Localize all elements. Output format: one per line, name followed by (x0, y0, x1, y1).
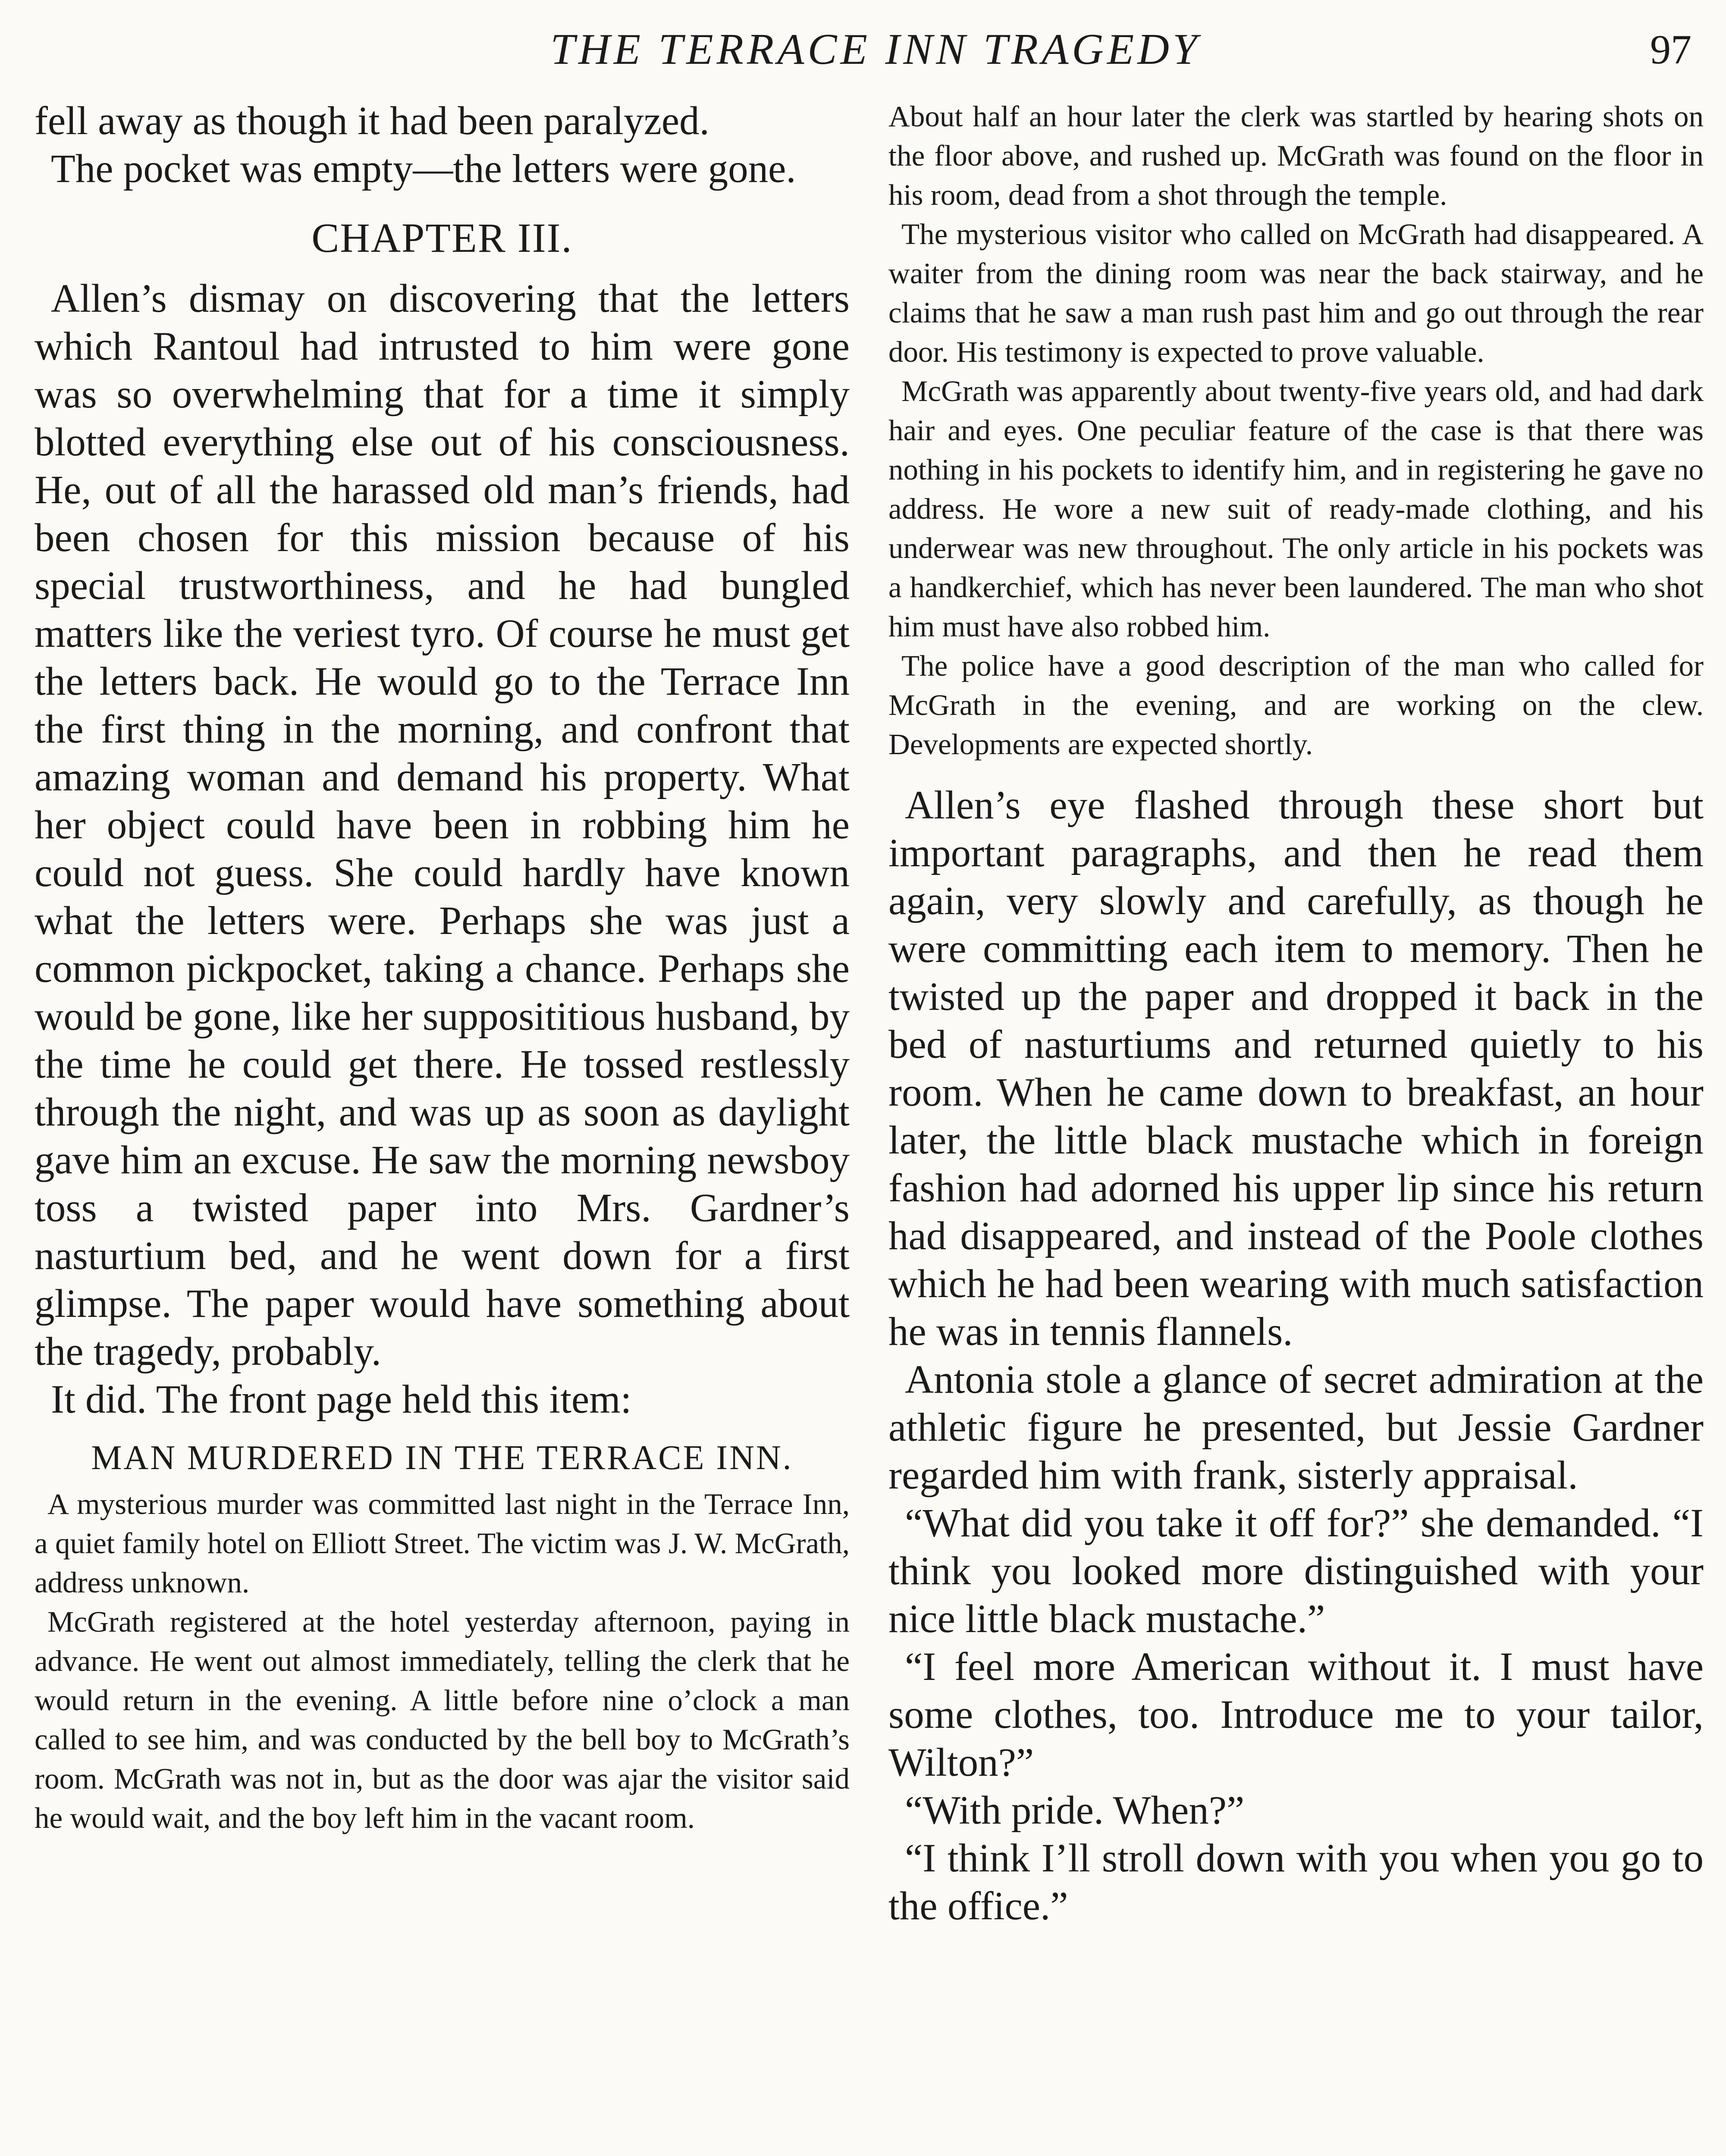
paragraph: “With pride. When?” (905, 1788, 1245, 1833)
running-title: THE TERRACE INN TRAGEDY (550, 25, 1201, 74)
news-paragraph: McGrath was apparently about twenty-five years old, and had dark hair and eyes. One peculiar feature of the case is that there was nothing in his pockets to identify him, and in registering he gave no address. He wore a new suit of ready-made clothing, and his underwear was new throughout. The only article in his pockets was a handkerchief, which has never been laundered. The man who shot him must have also robbed him. (888, 375, 1704, 643)
paragraph: Allen’s eye flashed through these short but important paragraphs, and then he read them again, very slowly and carefully, as though he were committing each item to memory. Then he twisted up the paper and dropped it back in the bed of nasturtiums and returned quietly to his room. When he came down to breakfast, an hour later, the little black mustache which in foreign fashion had adorned his upper lip since his return had disappeared, and instead of the Poole clothes which he had been wearing with much satisfaction he was in tennis flannels. (888, 783, 1704, 1354)
running-head (0, 17, 1726, 82)
paragraph: Antonia stole a glance of secret admiration at the athletic figure he presented, but Jessie Gardner regarded him with frank, sisterly appraisal. (888, 1357, 1704, 1498)
paragraph: “I feel more American without it. I must have some clothes, too. Introduce me to your tailor, Wilton?” (888, 1645, 1704, 1785)
paragraph: It did. The front page held this item: (51, 1377, 632, 1422)
paragraph: fell away as though it had been paralyzed. (35, 99, 709, 143)
news-paragraph: About half an hour later the clerk was startled by hearing shots on the floor above, and rushed up. McGrath was found on the floor in his room, dead from a shot through the temple. (888, 100, 1704, 211)
paragraph: “What did you take it off for?” she demanded. “I think you looked more distinguished with your nice little black mustache.” (888, 1501, 1704, 1641)
paragraph: “I think I’ll stroll down with you when you go to the office.” (888, 1836, 1704, 1928)
news-headline: MAN MURDERED IN THE TERRACE INN. (91, 1439, 793, 1477)
news-article-continued (888, 97, 1704, 764)
news-paragraph: A mysterious murder was committed last night in the Terrace Inn, a quiet family hotel on Elliott Street. The victim was J. W. McGrath, address unknown. (35, 1488, 850, 1599)
news-paragraph: McGrath registered at the hotel yesterday afternoon, paying in advance. He went out almost immediately, telling the clerk that he would return in the evening. A little before nine o’clock a man called to see him, and was conducted by the bell boy to McGrath’s room. McGrath was not in, but as the door was ajar the visitor said he would wait, and the boy left him in the vacant room. (35, 1605, 850, 1834)
paragraph: Allen’s dismay on discovering that the letters which Rantoul had intrusted to him were gone was so overwhelming that for a time it simply blotted everything else out of his consciousness. He, out of all the harassed old man’s friends, had been chosen for this mission because of his special trustworthiness, and he had bungled matters like the veriest tyro. Of course he must get the letters back. He would go to the Terrace Inn the first thing in the morning, and confront that amazing woman and demand his property. What her object could have been in robbing him he could not guess. She could hardly have known what the letters were. Perhaps she was just a common pickpocket, taking a chance. Perhaps she would be gone, like her supposititious husband, by the time he could get there. He tossed restlessly through the night, and was up as soon as daylight gave him an excuse. He saw the morning newsboy toss a twisted paper into Mrs. Gardner’s nasturtium bed, and he went down for a first glimpse. The paper would have something about the tragedy, probably. (35, 276, 850, 1374)
chapter-heading: CHAPTER III. (311, 215, 573, 261)
news-paragraph: The mysterious visitor who called on McGrath had disappeared. A waiter from the dining room was near the back stairway, and he claims that he saw a man rush past him and go out through the rear door. His testimony is expected to prove valuable. (888, 218, 1704, 368)
page-number: 97 (1650, 26, 1691, 72)
right-column (888, 97, 1704, 2156)
left-column (35, 97, 850, 2156)
paragraph: The pocket was empty—the letters were gone. (51, 147, 796, 191)
news-paragraph: The police have a good description of the man who called for McGrath in the evening, and are working on the clew. Developments are expected shortly. (888, 649, 1704, 761)
